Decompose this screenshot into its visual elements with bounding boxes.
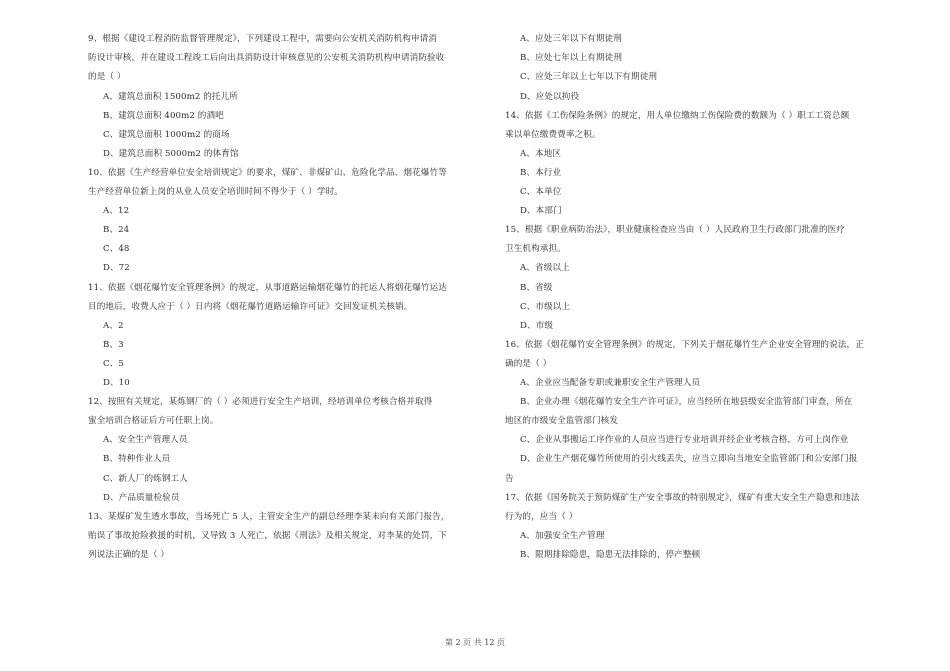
left-column-line: B、24 [103,225,130,235]
left-column-line: 9、根据《建设工程消防监督管理规定》，下列建设工程中，需要向公安机关消防机构申请消 [88,34,438,44]
left-column-line: C、新人厂的炼钢工人 [103,474,188,484]
right-column-line: B、省级 [520,283,553,293]
right-column-line: C、本单位 [520,187,562,197]
left-column-line: 10、依据《生产经营单位安全培训规定》的要求，煤矿、非煤矿山、危险化学品、烟花爆竹等 [88,168,447,178]
left-column-line: D、10 [103,378,130,388]
left-column-line: 蜜全培训合格证后方可任职上岗。 [88,416,219,426]
left-column-line: C、建筑总面积 1000m2 的商场 [103,130,230,140]
left-column-line: 贻误了事故抢险救援的时机，又导致 3 人死亡，依据《刑法》及相关规定，对李某的处罚，下 [88,531,447,541]
left-column-line: 防设计审核，并在建设工程竣工后向出具消防设计审核意见的公安机关消防机构申请消防验收 [88,53,445,63]
left-column-line: A、安全生产管理人员 [103,435,188,445]
right-column-line: B、企业办理《烟花爆竹安全生产许可证》，应当经所在地县级安全监管部门审查，所在 [520,397,853,407]
right-column-line: 确的是（ ） [505,359,552,369]
left-column-line: B、建筑总面积 400m2 的酒吧 [103,111,224,121]
right-column-line: A、企业应当配备专职或兼职安全生产管理人员 [520,378,701,388]
right-column-line: A、本地区 [520,149,562,159]
right-column-line: 告 [505,474,514,484]
right-column-line: 14、依据《工伤保险条例》的规定，用人单位缴纳工伤保险费的数额为（ ）职工工资总额 [505,111,850,121]
right-column-line: D、企业生产烟花爆竹所使用的引火线丢失，应当立即向当地安全监管部门和公安部门报 [520,454,858,464]
right-column-line: A、应处三年以下有期徒刑 [520,34,622,44]
right-column-line: 乘以单位缴费费率之积。 [505,130,601,140]
left-column-line: 12、按照有关规定，某炼钢厂的（ ）必须进行安全生产培训，经培训单位考核合格并取得 [88,397,433,407]
left-column-line: A、建筑总面积 1500m2 的托儿所 [103,92,238,102]
left-column-line: D、建筑总面积 5000m2 的体育馆 [103,149,239,159]
left-column-line: 的是（ ） [88,72,126,82]
right-column-line: 17、依据《国务院关于预防煤矿生产安全事故的特别规定》，煤矿有重大安全生产隐患和违法 [505,493,860,503]
left-column-line: 目的地后，收费人应于（ ）日内将《烟花爆竹道路运输许可证》交回发证机关核销。 [88,302,413,312]
right-column-line: B、限期排除隐患，隐患无法排除的，停产整顿 [520,550,701,560]
right-column-line: C、市级以上 [520,302,571,312]
left-column-line: B、3 [103,340,124,350]
left-column-line: B、特种作业人员 [103,454,171,464]
right-column-line: D、应处以拘役 [520,92,580,102]
right-column-line: C、企业从事搬运工序作业的人员应当进行专业培训并经企业考核合格，方可上岗作业 [520,435,849,445]
left-column-line: C、48 [103,244,130,254]
page-footer: 第 2 页 共 12 页 [445,638,505,647]
left-column-line: D、产品质量检验员 [103,493,180,503]
right-column-line: 行为的，应当（ ） [505,512,578,522]
left-column-line: 列说法正确的是（ ） [88,550,170,560]
right-column-line: 地区的市级安全监管部门核发 [505,416,619,426]
right-column-line: A、加强安全生产管理 [520,531,605,541]
right-column-line: 卫生机构承担。 [505,244,566,254]
left-column-line: A、2 [103,321,124,331]
right-column-line: A、省级以上 [520,263,570,273]
left-column-line: 13、某煤矿发生透水事故，当场死亡 5 人，主管安全生产的副总经理李某未向有关部门报告， [88,512,450,522]
left-column-line: C、5 [103,359,124,369]
right-column-line: D、本部门 [520,206,562,216]
left-column-line: 11、依据《烟花爆竹安全管理条例》的规定，从事道路运输烟花爆竹的托运人将烟花爆竹运达 [88,283,447,293]
right-column-line: C、应处三年以上七年以下有期徒刑 [520,72,658,82]
left-column-line: A、12 [103,206,130,216]
right-column-line: B、本行业 [520,168,562,178]
left-column-line: 生产经营单位新上岗的从业人员安全培训时间不得少于（ ）学时。 [88,187,343,197]
right-column-line: B、应处七年以上有期徒刑 [520,53,623,63]
right-column-line: D、市级 [520,321,554,331]
right-column-line: 15、根据《职业病防治法》，职业健康检查应当由（ ）人民政府卫生行政部门批准的医疗 [505,225,846,235]
left-column-line: D、72 [103,263,130,273]
right-column-line: 16、依据《烟花爆竹安全管理条例》的规定，下列关于烟花爆竹生产企业安全管理的说法，正 [505,340,864,350]
